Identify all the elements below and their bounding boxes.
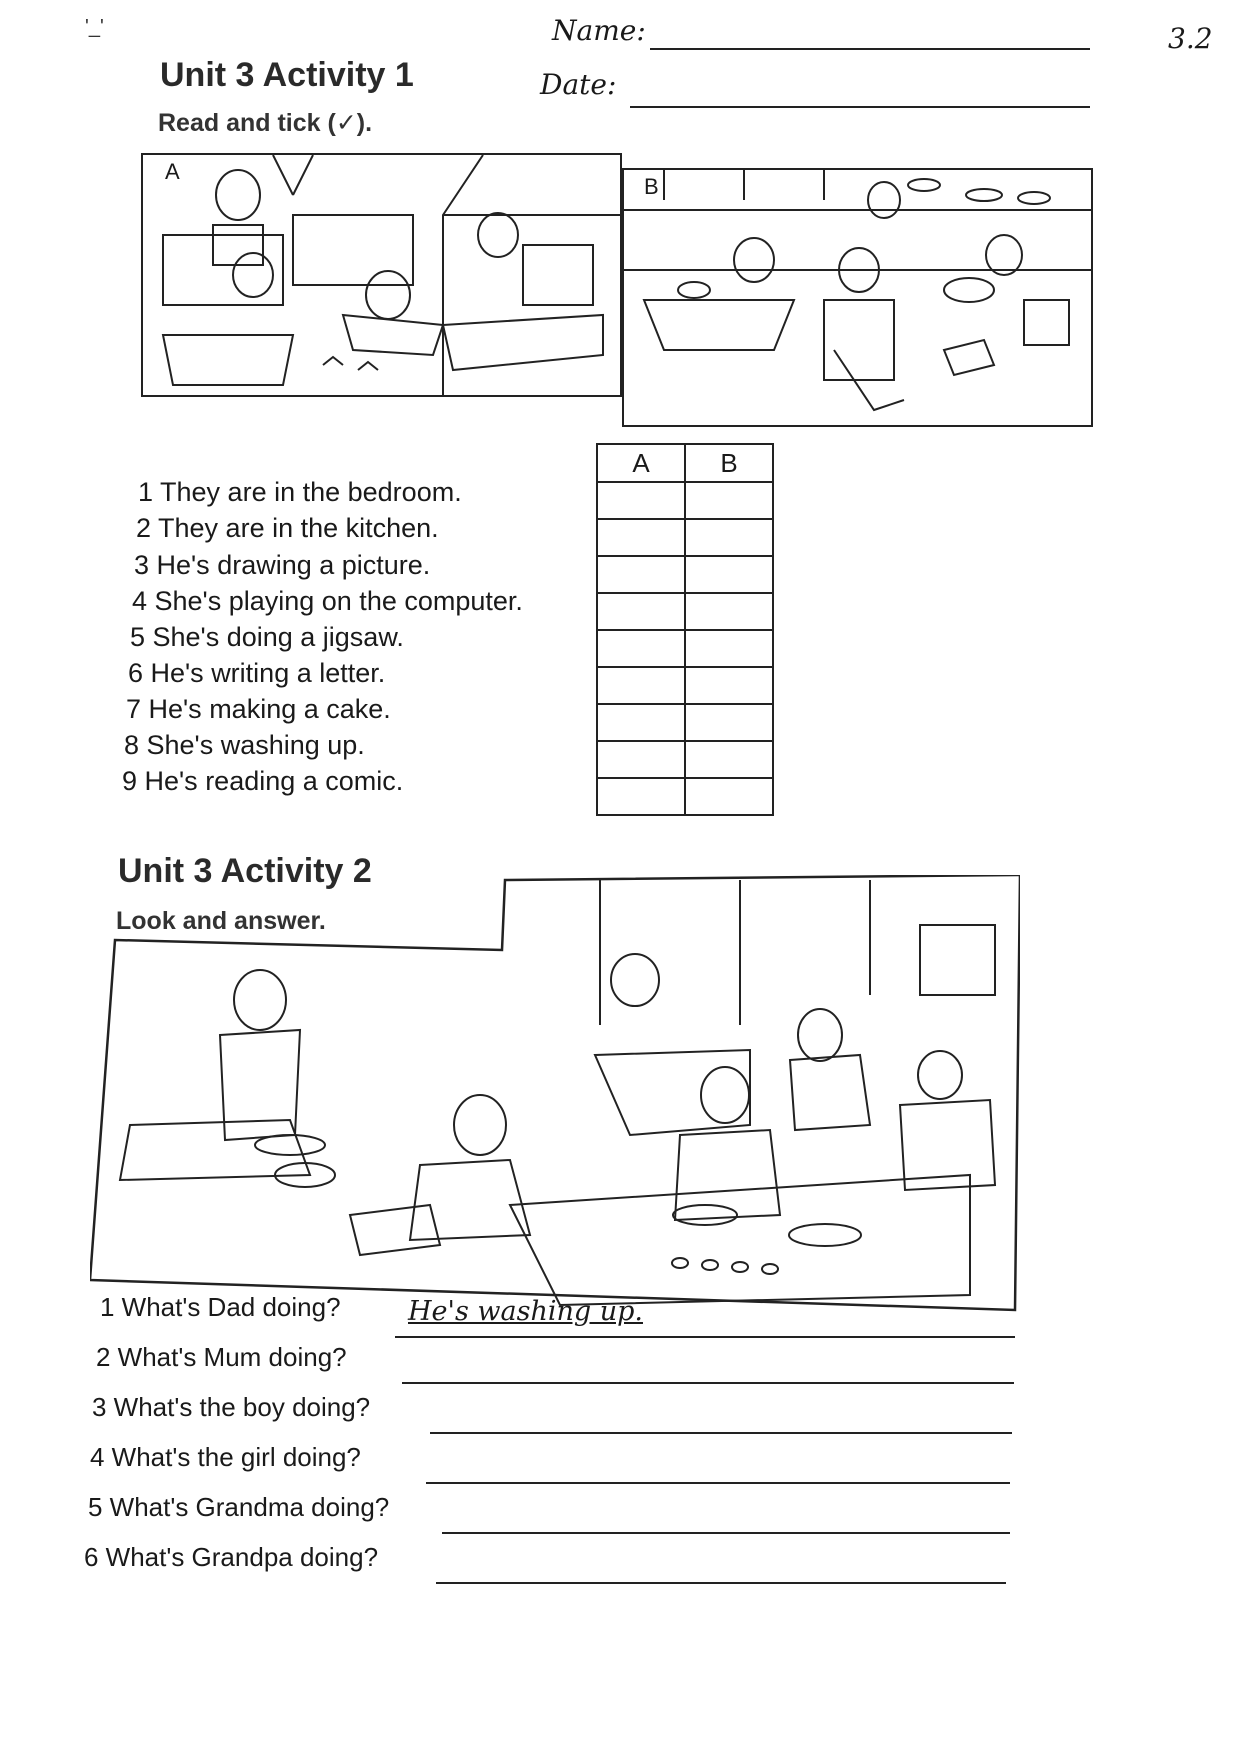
tick-cell[interactable] bbox=[597, 704, 685, 741]
tick-cell[interactable] bbox=[597, 741, 685, 778]
answer-line[interactable] bbox=[430, 1432, 1012, 1434]
sentence-item: 3 He's drawing a picture. bbox=[134, 550, 431, 580]
tick-cell[interactable] bbox=[597, 630, 685, 667]
answer-line[interactable] bbox=[402, 1382, 1014, 1384]
sentence-item: 5 She's doing a jigsaw. bbox=[130, 622, 404, 652]
kitchen-illustration bbox=[624, 170, 1091, 425]
sentence-item: 7 He's making a cake. bbox=[126, 694, 391, 724]
sentence-item: 6 He's writing a letter. bbox=[128, 658, 386, 688]
tick-cell[interactable] bbox=[685, 519, 773, 556]
sentence-item: 2 They are in the kitchen. bbox=[136, 513, 439, 543]
table-row bbox=[597, 556, 773, 593]
activity1-instruction: Read and tick (✓). bbox=[158, 109, 373, 137]
tick-cell[interactable] bbox=[685, 482, 773, 519]
sentence-item: 1 They are in the bedroom. bbox=[138, 477, 462, 507]
panel-b-label: B bbox=[644, 174, 659, 199]
activity1-title: Unit 3 Activity 1 bbox=[160, 56, 414, 94]
tick-cell[interactable] bbox=[685, 593, 773, 630]
answer-line[interactable] bbox=[426, 1482, 1010, 1484]
date-field-line[interactable] bbox=[630, 106, 1090, 108]
table-row bbox=[597, 630, 773, 667]
column-header-b: B bbox=[685, 444, 773, 482]
corner-mark: '_' bbox=[85, 16, 104, 38]
panel-a-label: A bbox=[165, 159, 180, 184]
tick-cell[interactable] bbox=[685, 778, 773, 815]
picture-panel-a bbox=[141, 153, 622, 397]
table-row bbox=[597, 482, 773, 519]
answer-line[interactable] bbox=[436, 1582, 1006, 1584]
answer-field[interactable]: He's washing up. bbox=[408, 1296, 643, 1327]
activity2-instruction: Look and answer. bbox=[116, 907, 326, 935]
question-item: 4 What's the girl doing? bbox=[90, 1442, 361, 1472]
tick-cell[interactable] bbox=[685, 667, 773, 704]
family-kitchen-picture bbox=[90, 875, 1020, 1315]
tick-cell[interactable] bbox=[597, 667, 685, 704]
name-field-line[interactable] bbox=[650, 48, 1090, 50]
question-item: 3 What's the boy doing? bbox=[92, 1392, 371, 1422]
activity2-title: Unit 3 Activity 2 bbox=[118, 852, 372, 890]
question-item: 2 What's Mum doing? bbox=[96, 1342, 347, 1372]
picture-panel-b bbox=[622, 168, 1093, 427]
tick-cell[interactable] bbox=[685, 741, 773, 778]
table-row bbox=[597, 704, 773, 741]
table-row bbox=[597, 593, 773, 630]
tick-cell[interactable] bbox=[597, 482, 685, 519]
question-item: 6 What's Grandpa doing? bbox=[84, 1542, 379, 1572]
page-number: 3.2 bbox=[1168, 22, 1213, 55]
table-row bbox=[597, 778, 773, 815]
name-label: Name: bbox=[552, 14, 646, 47]
table-row bbox=[597, 741, 773, 778]
sentence-item: 4 She's playing on the computer. bbox=[132, 586, 523, 616]
tick-table bbox=[596, 443, 774, 816]
tick-cell[interactable] bbox=[597, 556, 685, 593]
answer-line[interactable] bbox=[442, 1532, 1010, 1534]
tick-cell[interactable] bbox=[685, 556, 773, 593]
table-row bbox=[597, 667, 773, 704]
tick-cell[interactable] bbox=[597, 778, 685, 815]
table-row bbox=[597, 519, 773, 556]
column-header-a: A bbox=[597, 444, 685, 482]
sentence-item: 8 She's washing up. bbox=[124, 730, 365, 760]
sentence-item: 9 He's reading a comic. bbox=[122, 766, 404, 796]
question-item: 1 What's Dad doing? bbox=[100, 1292, 341, 1322]
tick-table-wrapper bbox=[596, 443, 774, 816]
date-label: Date: bbox=[540, 68, 617, 101]
answer-line bbox=[395, 1336, 1015, 1338]
question-item: 5 What's Grandma doing? bbox=[88, 1492, 390, 1522]
tick-cell[interactable] bbox=[597, 519, 685, 556]
tick-cell[interactable] bbox=[685, 630, 773, 667]
bedroom-illustration bbox=[143, 155, 620, 395]
tick-cell[interactable] bbox=[597, 593, 685, 630]
tick-cell[interactable] bbox=[685, 704, 773, 741]
